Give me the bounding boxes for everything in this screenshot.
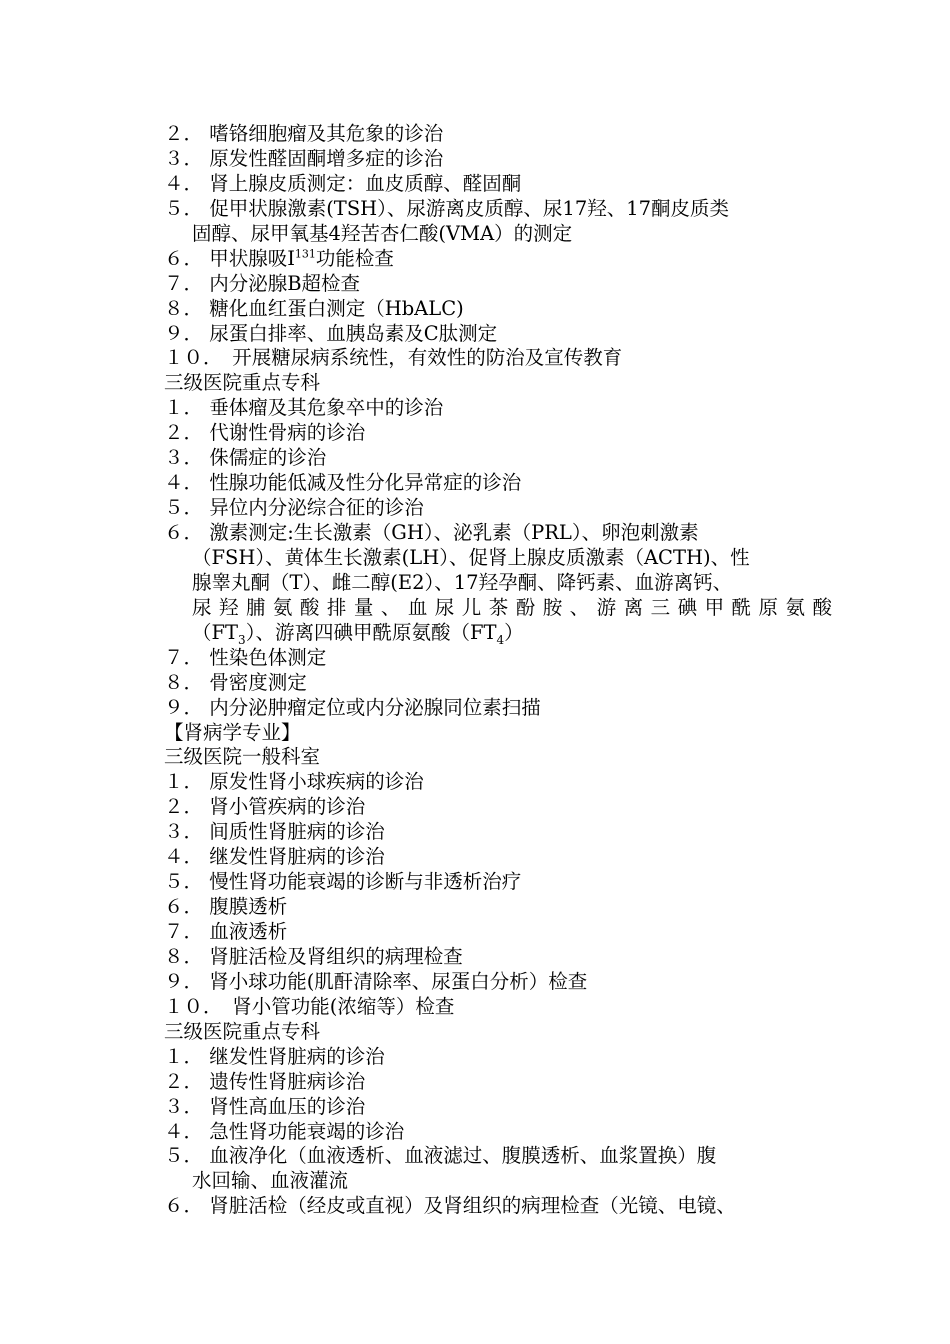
line-text: ２． 代谢性骨病的诊治 bbox=[164, 421, 366, 445]
text-line bbox=[164, 970, 854, 995]
line-text: ７． 性染色体测定 bbox=[164, 645, 327, 669]
text-line bbox=[164, 745, 854, 770]
text-line bbox=[164, 770, 854, 795]
text-line bbox=[164, 521, 854, 546]
text-line bbox=[164, 322, 854, 347]
line-text: （FT bbox=[192, 620, 239, 644]
line-text: １． 继发性肾脏病的诊治 bbox=[164, 1044, 385, 1068]
line-text: ３． 肾性高血压的诊治 bbox=[164, 1094, 366, 1118]
line-text: （FSH）、黄体生长激素(LH）、促肾上腺皮质激素（ACTH)、性 bbox=[192, 545, 750, 569]
text-line bbox=[164, 1194, 854, 1219]
line-text: 三级医院重点专科 bbox=[164, 1019, 321, 1043]
text-line-continuation bbox=[164, 546, 854, 571]
line-text: ３． 间质性肾脏病的诊治 bbox=[164, 820, 385, 844]
text-line bbox=[164, 147, 854, 172]
line-text: ５． 促甲状腺激素(TSH）、尿游离皮质醇、尿17羟、17酮皮质类 bbox=[164, 196, 730, 220]
text-line bbox=[164, 646, 854, 671]
line-text: ５． 血液净化（血液透析、血液滤过、腹膜透析、血浆置换）腹 bbox=[164, 1144, 717, 1168]
text-line bbox=[164, 396, 854, 421]
text-line bbox=[164, 920, 854, 945]
line-text: ４． 肾上腺皮质测定：血皮质醇、醛固酮 bbox=[164, 171, 522, 195]
text-line bbox=[164, 1095, 854, 1120]
line-text: ３． 原发性醛固酮增多症的诊治 bbox=[164, 146, 444, 170]
text-line bbox=[164, 421, 854, 446]
line-text: ６． 肾脏活检（经皮或直视）及肾组织的病理检查（光镜、电镜、 bbox=[164, 1194, 736, 1218]
text-line bbox=[164, 371, 854, 396]
text-line bbox=[164, 1070, 854, 1095]
text-line bbox=[164, 870, 854, 895]
text-line bbox=[164, 820, 854, 845]
line-text: ５． 慢性肾功能衰竭的诊断与非透析治疗 bbox=[164, 870, 522, 894]
line-text: １０． 开展糖尿病系统性，有效性的防治及宣传教育 bbox=[164, 346, 623, 370]
line-text: ６． 甲状腺吸I bbox=[164, 246, 295, 270]
line-text: １． 原发性肾小球疾病的诊治 bbox=[164, 770, 424, 794]
line-text: 功能检查 bbox=[315, 246, 394, 270]
line-text: ９． 尿蛋白排率、血胰岛素及C肽测定 bbox=[164, 321, 498, 345]
line-text: ５． 异位内分泌综合征的诊治 bbox=[164, 496, 424, 520]
text-line bbox=[164, 671, 854, 696]
text-line-continuation bbox=[164, 1169, 854, 1194]
text-line bbox=[164, 721, 854, 746]
text-line bbox=[164, 471, 854, 496]
text-line bbox=[164, 346, 854, 371]
text-line bbox=[164, 895, 854, 920]
supscript-text: 131 bbox=[294, 247, 316, 261]
line-text: ８． 骨密度测定 bbox=[164, 670, 307, 694]
line-text: ４． 性腺功能低减及性分化异常症的诊治 bbox=[164, 471, 522, 495]
line-text: 【肾病学专业】 bbox=[164, 720, 301, 744]
line-text: ６． 激素测定:生长激素（GH）、泌乳素（PRL）、卵泡刺激素 bbox=[164, 521, 699, 544]
line-text: ４． 急性肾功能衰竭的诊治 bbox=[164, 1119, 405, 1143]
subscript-text: 4 bbox=[496, 632, 505, 647]
text-line bbox=[164, 247, 854, 272]
text-line-continuation bbox=[164, 571, 854, 596]
text-line-continuation bbox=[164, 596, 832, 621]
text-line bbox=[164, 845, 854, 870]
text-line bbox=[164, 297, 854, 322]
line-text: 腺睾丸酮（T）、雌二醇(E2）、17羟孕酮、降钙素、血游离钙、 bbox=[192, 570, 733, 594]
line-text: ７． 血液透析 bbox=[164, 920, 288, 943]
text-line bbox=[164, 122, 854, 147]
text-line bbox=[164, 1045, 854, 1070]
line-text: １． 垂体瘤及其危象卒中的诊治 bbox=[164, 396, 444, 420]
line-text: ７． 内分泌腺B超检查 bbox=[164, 271, 361, 295]
text-line bbox=[164, 1120, 854, 1145]
text-line-continuation bbox=[164, 621, 854, 646]
line-text: ９． 内分泌肿瘤定位或内分泌腺同位素扫描 bbox=[164, 695, 541, 719]
text-line bbox=[164, 197, 854, 222]
text-line bbox=[164, 945, 854, 970]
text-line bbox=[164, 696, 854, 721]
document-body bbox=[164, 122, 854, 1219]
line-text: 三级医院重点专科 bbox=[164, 371, 321, 395]
text-line bbox=[164, 1020, 854, 1045]
text-line bbox=[164, 496, 854, 521]
text-line bbox=[164, 1144, 854, 1169]
text-line bbox=[164, 172, 854, 197]
line-text: ８． 糖化血红蛋白测定（HbALC) bbox=[164, 296, 464, 320]
line-text: ２． 嗜铬细胞瘤及其危象的诊治 bbox=[164, 122, 444, 145]
line-text: ４． 继发性肾脏病的诊治 bbox=[164, 845, 385, 869]
line-text: ６． 腹膜透析 bbox=[164, 895, 288, 919]
line-text: 水回输、血液灌流 bbox=[192, 1169, 349, 1193]
text-line bbox=[164, 795, 854, 820]
text-line bbox=[164, 446, 854, 471]
line-text: 三级医院一般科室 bbox=[164, 745, 321, 769]
line-text: ３． 侏儒症的诊治 bbox=[164, 446, 327, 470]
text-line bbox=[164, 995, 854, 1020]
line-text: 固醇、尿甲氧基4羟苦杏仁酸(VMA）的测定 bbox=[192, 221, 573, 245]
text-line bbox=[164, 272, 854, 297]
line-text: ２． 遗传性肾脏病诊治 bbox=[164, 1069, 366, 1093]
line-text: ） bbox=[504, 620, 524, 644]
text-line-continuation bbox=[164, 222, 854, 247]
line-text: ２． 肾小管疾病的诊治 bbox=[164, 795, 366, 819]
line-text: ９． 肾小球功能(肌酐清除率、尿蛋白分析）检查 bbox=[164, 969, 588, 993]
subscript-text: 3 bbox=[238, 632, 246, 647]
line-text: １０． 肾小管功能(浓缩等）检查 bbox=[164, 994, 455, 1018]
line-text: 尿羟脯氨酸排量、血尿儿茶酚胺、游离三碘甲酰原氨酸 bbox=[192, 595, 832, 619]
line-text: ）、游离四碘甲酰原氨酸（FT bbox=[245, 620, 497, 644]
line-text: ８． 肾脏活检及肾组织的病理检查 bbox=[164, 944, 463, 968]
